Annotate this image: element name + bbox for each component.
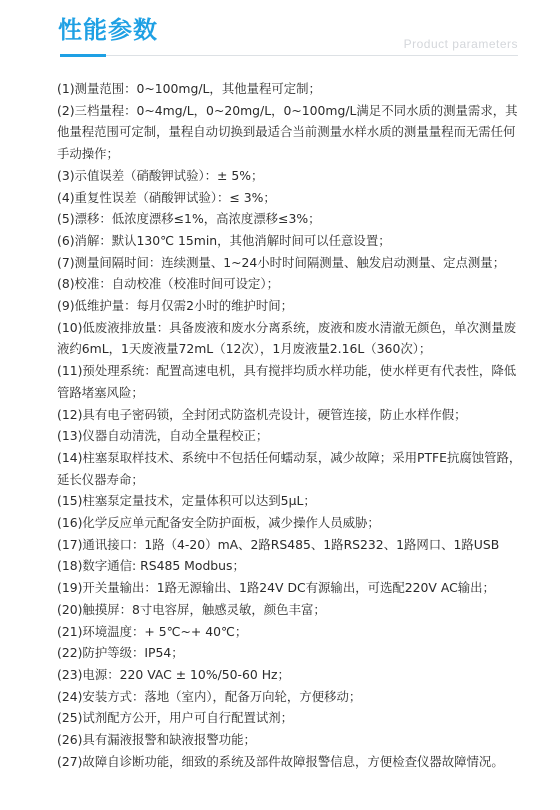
spec-item: (15)柱塞泵定量技术，定量体积可以达到5μL；	[57, 493, 316, 509]
spec-item: (18)数字通信: RS485 Modbus；	[57, 558, 245, 574]
spec-item: (6)消解：默认130℃ 15min，其他消解时间可以任意设置；	[57, 232, 391, 248]
spec-item: (10)低废液排放量：具备废液和废水分离系统，废液和废水清澈无颜色，单次测量废液约6mL，1天废液量72mL（12次），1月废液量2.16L（360次）；	[57, 319, 517, 357]
header-accent-bar	[60, 54, 106, 57]
spec-item: (16)化学反应单元配备安全防护面板，减少操作人员威胁；	[57, 515, 380, 531]
spec-item: (19)开关量输出：1路无源输出、1路24V DC有源输出，可选配220V AC输出；	[57, 580, 495, 596]
spec-item: (25)试剂配方公开，用户可自行配置试剂；	[57, 710, 294, 726]
spec-item: (13)仪器自动清洗，自动全量程校正；	[57, 428, 269, 444]
spec-item: (14)柱塞泵取样技术、系统中不包括任何蠕动泵，减少故障；采用PTFE抗腐蚀管路，延长仪器寿命；	[57, 449, 522, 487]
spec-item: (9)低维护量：每月仅需2小时的维护时间；	[57, 298, 294, 314]
spec-item: (27)故障自诊断功能，细致的系统及部件故障报警信息，方便检查仪器故障情况。	[57, 753, 504, 769]
spec-item: (23)电源：220 VAC ± 10%/50-60 Hz；	[57, 666, 290, 682]
spec-item: (22)防护等级：IP54；	[57, 645, 184, 661]
spec-item: (5)漂移：低浓度漂移≤1%，高浓度漂移≤3%；	[57, 211, 321, 227]
spec-item: (21)环境温度：+ 5℃~+ 40℃；	[57, 623, 248, 639]
header-divider	[60, 55, 518, 56]
section-header	[0, 0, 560, 70]
spec-item: (24)安装方式：落地（室内），配备万向轮，方便移动；	[57, 688, 362, 704]
spec-list	[57, 78, 525, 773]
spec-item: (4)重复性误差（硝酸钾试验）：≤ 3%；	[57, 189, 276, 205]
spec-item: (26)具有漏液报警和缺液报警功能；	[57, 732, 256, 748]
spec-item: (12)具有电子密码锁，全封闭式防盗机壳设计，硬管连接，防止水样作假；	[57, 406, 467, 422]
section-title: 性能参数	[58, 16, 158, 44]
spec-item: (17)通讯接口：1路（4-20）mA、2路RS485、1路RS232、1路网口、1路USB	[57, 536, 500, 552]
spec-item: (8)校准：自动校准（校准时间可设定）；	[57, 276, 279, 292]
section-subtitle: Product parameters	[403, 37, 518, 51]
spec-item: (3)示值误差（硝酸钾试验）：± 5%；	[57, 167, 264, 183]
spec-item: (7)测量间隔时间：连续测量、1~24小时时间隔测量、触发启动测量、定点测量；	[57, 254, 506, 270]
spec-item: (1)测量范围：0~100mg/L，其他量程可定制；	[57, 81, 321, 96]
spec-item: (2)三档量程：0~4mg/L，0~20mg/L，0~100mg/L满足不同水质的测量需求，其他量程范围可定制，量程自动切换到最适合当前测量水样水质的测量量程而无需任何手动操作；	[57, 102, 518, 162]
spec-item: (20)触摸屏：8寸电容屏，触感灵敏，颜色丰富；	[57, 601, 326, 617]
spec-item: (11)预处理系统：配置高速电机，具有搅拌均质水样功能，使水样更有代表性，降低管路堵塞风险；	[57, 363, 517, 400]
